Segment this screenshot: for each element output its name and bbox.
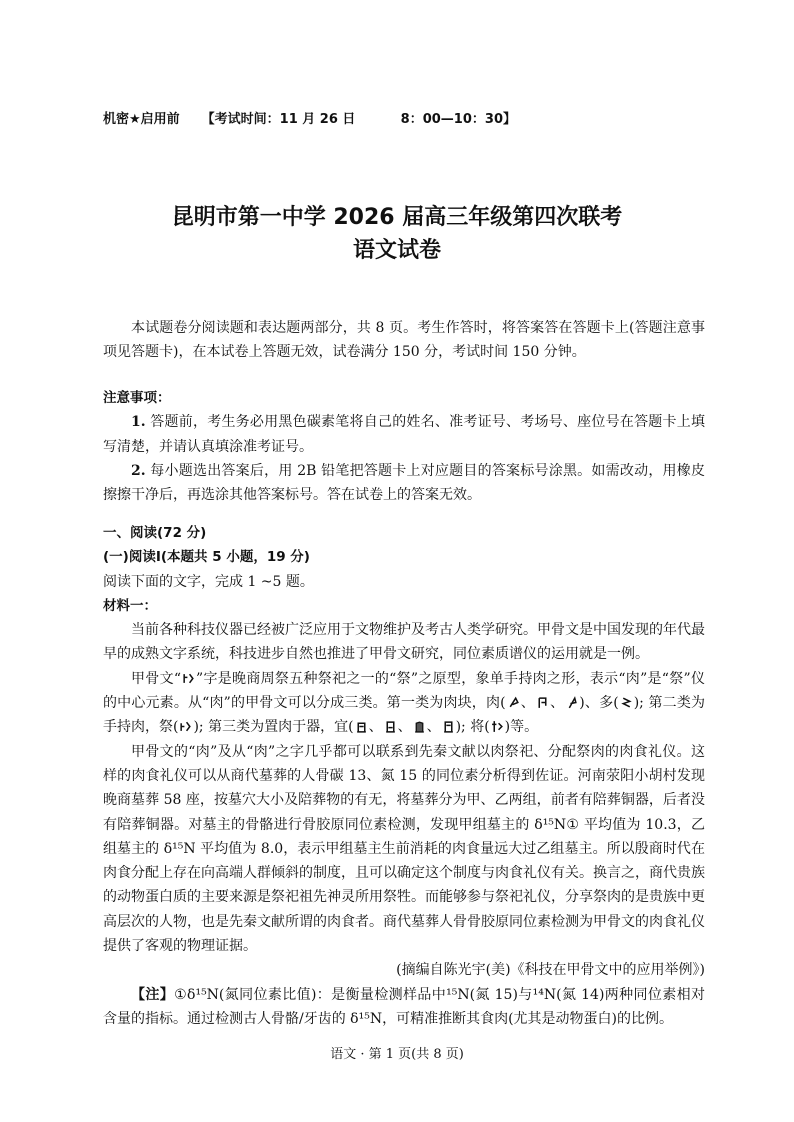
paragraph-2 [103,667,705,740]
exam-header [103,108,538,127]
text-segment: ); 第二类为手持肉，祭( [103,695,705,736]
oracle-glyph-icon [620,696,633,709]
text-segment: ”字是晚商周祭五种祭祀之一的“祭”之原型，象单手持肉之形，表示“肉”是“祭”仪的中心元素。从“肉”的甲骨文可以分成三类。第一类为肉块，肉( [103,670,705,712]
intro-section [103,316,705,365]
section-heading: 一、阅读(72 分) [103,525,207,541]
paragraph-1: 当前各种科技仪器已经被广泛应用于文物维护及考古人类学研究。甲骨文是中国发现的年代最早的成熟文字系统，科技进步自然也推进了甲骨文研究，同位素质谱仪的运用就是一例。 [103,622,705,663]
material-label: 材料一： [103,597,157,614]
footnote-text: ①δ¹⁵N(氮同位素比值)：是衡量检测样品中¹⁵N(氮 15)与¹⁴N(氮 14)两种同位素相对含量的指标。通过检测古人骨骼/牙齿的 δ¹⁵N，可精准推断其食肉(尤其是动物蛋白)的比例。 [103,986,706,1027]
text-segment: )、多( [579,695,619,712]
oracle-glyph-icon [413,720,426,733]
text-segment: 、 [397,719,412,736]
instruction: 阅读下面的文字，完成 1 ~5 题。 [103,573,314,590]
oracle-glyph-icon [565,696,578,709]
text-segment: ); 将( [455,719,490,736]
text-segment: )等。 [504,719,539,736]
footnote-label: 【注】 [131,986,175,1003]
page-footer: 语文 · 第 1 页(共 8 页) [330,1047,464,1062]
intro-text: 本试题卷分阅读题和表达题两部分，共 8 页。考生作答时，将答案答在答题卡上(答题注意事项见答题卡)，在本试卷上答题无效，试卷满分 150 分，考试时间 150 分钟。 [103,320,705,361]
source-citation: (摘编自陈光宇(美)《科技在甲骨文中的应用举例》) [396,962,705,979]
oracle-glyph-icon [384,720,397,733]
text-segment: 、 [549,695,565,712]
reading-section [103,521,705,1031]
text-segment: 、 [368,719,383,736]
subsection-heading: (一)阅读Ⅰ(本题共 5 小题，19 分) [103,549,310,566]
oracle-glyph-icon [536,696,549,709]
paragraph-3: 甲骨文的“肉”及从“肉”之字几乎都可以联系到先秦文献以肉祭祀、分配祭肉的肉食礼仪。这样的肉食礼仪可以从商代墓葬的人骨碳 13、氮 15 的同位素分析得到佐证。河南荥阳小胡村发现晚商墓葬 58 座，按墓穴大小及陪葬物的有无，将墓葬分为甲、乙两组，前者有陪葬铜器，后者没有陪葬铜器。对墓主的骨骼进行骨胶原同位素检测，发现甲组墓主的 δ¹⁵N① 平均值为 10.3，乙组墓主的 δ¹⁵N 平均值为 8.0，表示甲组墓主生前消耗的肉食量远大过乙组墓主。所以殷商时代在肉食分配上存在向高端人群倾斜的制度，且可以确定这个制度与肉食礼仪有关。换言之，商代贵族的动物蛋白质的主要来源是祭祀祖先神灵所用祭牲。而能够参与祭祀礼仪，分享祭肉的是贵族中更高层次的人物，也是先秦文献所谓的肉食者。商代墓葬人骨骨胶原同位素检测为甲骨文的肉食礼仪提供了客观的物理证据。 [103,743,705,955]
page-title: 昆明市第一中学 2026 届高三年级第四次联考 [171,205,623,230]
text-segment: 甲骨文“ [131,670,182,687]
notice-heading: 注意事项： [103,390,171,406]
notice-item-number: 2. [131,462,146,479]
notice-item-text: 每小题选出答案后，用 2B 铅笔把答题卡上对应题目的答案标号涂黑。如需改动，用橡皮擦擦干净后，再选涂其他答案标号。答在试卷上的答案无效。 [103,462,705,504]
notice-item [103,410,705,459]
notice-section [103,386,705,507]
text-segment: 、 [520,695,535,712]
notice-item-number: 1. [131,414,146,431]
oracle-glyph-icon [442,720,455,733]
oracle-glyph-icon [182,672,195,685]
text-segment: 、 [426,719,441,736]
page-subtitle: 语文试卷 [352,238,441,263]
oracle-glyph-icon [179,720,192,733]
confidential-label: 机密★启用前 [103,112,180,127]
oracle-glyph-icon [491,720,504,733]
oracle-glyph-icon [507,696,520,709]
notice-item [103,459,705,508]
oracle-glyph-icon [355,720,368,733]
text-segment: ); 第三类为置肉于器，宜( [193,719,354,736]
footnote [103,983,705,1032]
notice-item-text: 答题前，考生务必用黑色碳素笔将自己的姓名、准考证号、考场号、座位号在答题卡上填写清楚，并请认真填涂准考证号。 [103,414,705,455]
exam-time: 【考试时间：11 月 26 日 8：00—10：30】 [201,112,516,127]
